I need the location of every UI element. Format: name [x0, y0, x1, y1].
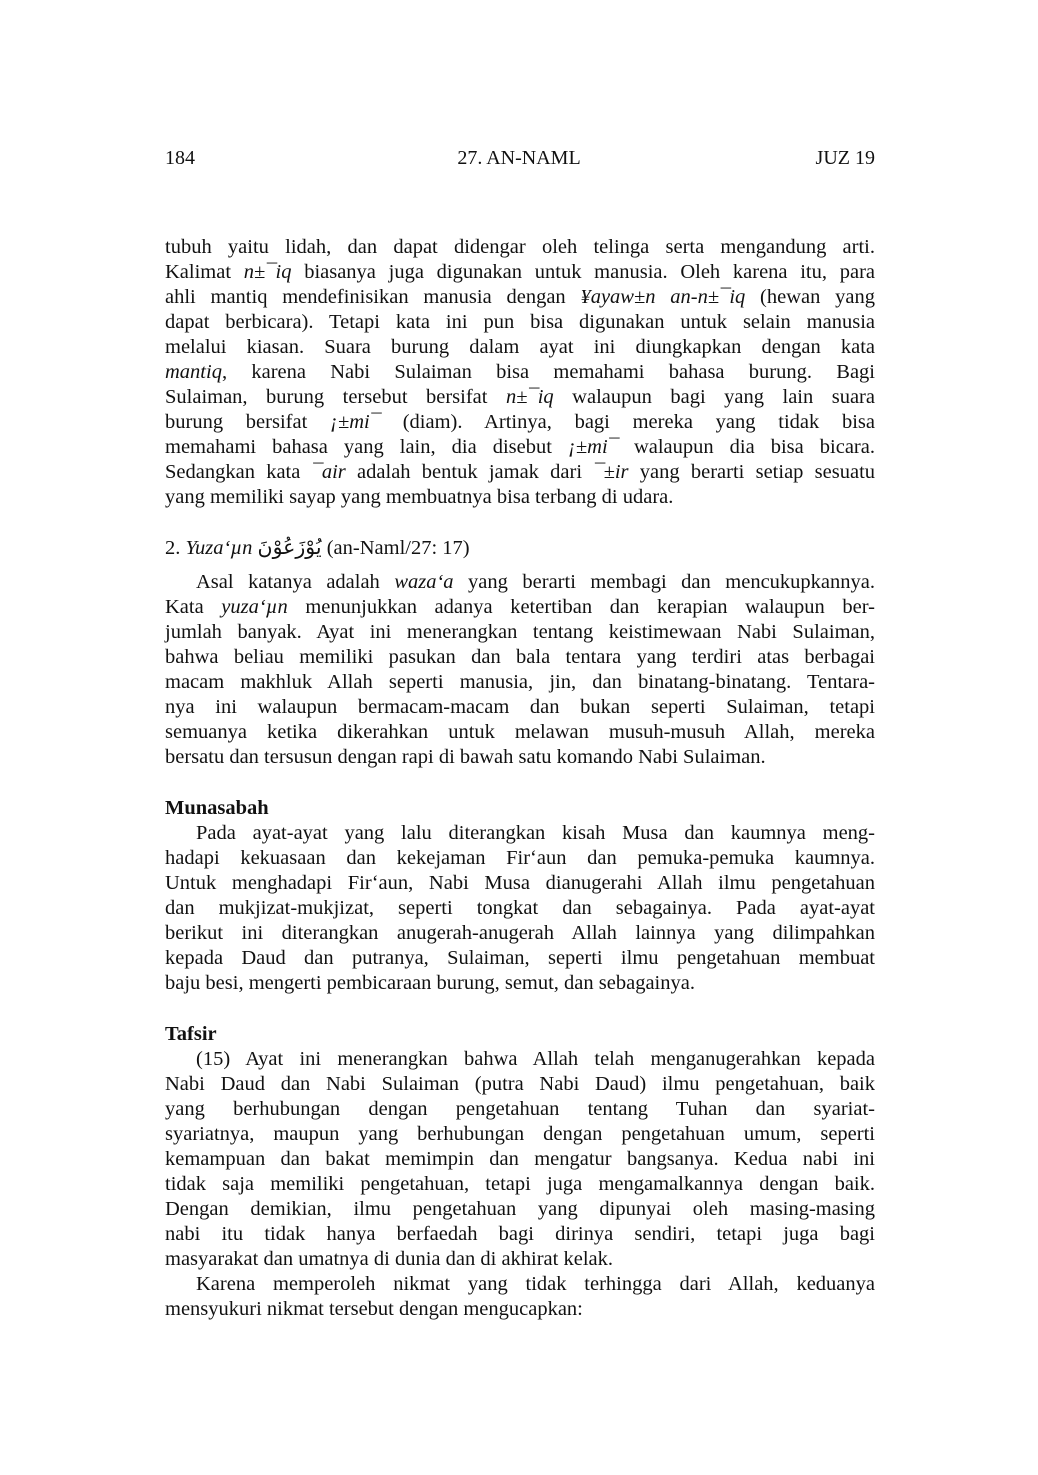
- text-segment: tidak saja memiliki pengetahuan, tetapi juga mengamalkannya dengan baik.: [165, 1173, 875, 1195]
- text-segment: masyarakat dan umatnya di dunia dan di akhirat kelak.: [165, 1248, 613, 1270]
- vocabulary-subheading: [165, 534, 875, 562]
- text-line: [165, 1047, 875, 1072]
- text-segment: , karena Nabi Sulaiman bisa memahami bahasa burung. Bagi: [221, 361, 875, 383]
- text-segment: Dengan demikian, ilmu pengetahuan yang dipunyai oleh masing-masing: [165, 1198, 875, 1220]
- text-line: [165, 285, 875, 310]
- text-segment: Karena memperoleh nikmat yang tidak terhingga dari Allah, keduanya: [196, 1273, 875, 1295]
- text-segment: hadapi kekuasaan dan kekejaman Fir‘aun dan pemuka-pemuka kaumnya.: [165, 847, 875, 869]
- text-segment: yang berarti setiap sesuatu: [628, 461, 876, 483]
- text-segment: Untuk menghadapi Fir‘aun, Nabi Musa dianugerahi Allah ilmu pengetahuan: [165, 872, 875, 894]
- italic-term: n±¯iq: [243, 261, 292, 283]
- text-segment: macam makhluk Allah seperti manusia, jin, dan binatang-binatang. Tentara-: [165, 671, 875, 693]
- italic-term: n±¯iq: [505, 386, 554, 408]
- text-line: [165, 971, 875, 996]
- text-line: [165, 570, 875, 595]
- text-line: [165, 921, 875, 946]
- text-segment: kepada Daud dan putranya, Sulaiman, seperti ilmu pengetahuan membuat: [165, 947, 875, 969]
- text-segment: semuanya ketika dikerahkan untuk melawan musuh-musuh Allah, mereka: [165, 721, 875, 743]
- text-segment: Nabi Daud dan Nabi Sulaiman (putra Nabi Daud) ilmu pengetahuan, baik: [165, 1073, 875, 1095]
- text-line: [165, 620, 875, 645]
- text-segment: yang memiliki sayap yang membuatnya bisa terbang di udara.: [165, 486, 674, 508]
- text-line: [165, 385, 875, 410]
- text-line: [165, 720, 875, 745]
- text-line: [165, 1297, 875, 1322]
- italic-term: waza‘a: [394, 571, 454, 593]
- paragraph-4: [165, 1047, 875, 1272]
- text-segment: berikut ini diterangkan anugerah-anugerah Allah lainnya yang dilimpahkan: [165, 922, 875, 944]
- text-segment: bersatu dan tersusun dengan rapi di bawah satu komando Nabi Sulaiman.: [165, 746, 766, 768]
- text-segment: nabi itu tidak hanya berfaedah bagi dirinya sendiri, tetapi juga bagi: [165, 1223, 875, 1245]
- text-line: [165, 1222, 875, 1247]
- text-line: [165, 260, 875, 285]
- text-line: [165, 1172, 875, 1197]
- text-line: [165, 235, 875, 260]
- text-segment: mensyukuri nikmat tersebut dengan mengucapkan:: [165, 1298, 583, 1320]
- text-segment: walaupun dia bisa bicara.: [617, 436, 875, 458]
- text-line: [165, 335, 875, 360]
- text-line: [165, 310, 875, 335]
- text-segment: syariatnya, maupun yang berhubungan dengan pengetahuan umum, seperti: [165, 1123, 875, 1145]
- text-segment: jumlah banyak. Ayat ini menerangkan tentang keistimewaan Nabi Sulaiman,: [165, 621, 875, 643]
- text-segment: Asal katanya adalah: [196, 571, 395, 593]
- text-line: [165, 695, 875, 720]
- text-line: [165, 1122, 875, 1147]
- paragraph-5: [165, 1272, 875, 1322]
- italic-term: ¡±mi¯: [567, 436, 618, 458]
- text-line: [165, 1072, 875, 1097]
- text-line: [165, 896, 875, 921]
- text-segment: tubuh yaitu lidah, dan dapat didengar oleh telinga serta mengandung arti.: [165, 236, 875, 258]
- paragraph-2: [165, 570, 875, 770]
- text-segment: burung bersifat: [165, 411, 331, 433]
- italic-term: ¯air: [311, 461, 346, 483]
- text-line: [165, 435, 875, 460]
- text-line: [165, 1097, 875, 1122]
- text-segment: yang berarti membagi dan mencukupkannya.: [453, 571, 875, 593]
- text-line: [165, 1247, 875, 1272]
- subheading-reference: (an-Naml/27: 17): [326, 537, 470, 559]
- text-line: [165, 670, 875, 695]
- heading-tafsir: Tafsir: [165, 1023, 217, 1045]
- text-line: [165, 946, 875, 971]
- text-line: [165, 1272, 875, 1297]
- text-segment: (diam). Artinya, bagi mereka yang tidak bisa: [380, 411, 875, 433]
- text-line: [165, 1197, 875, 1222]
- text-segment: baju besi, mengerti pembicaraan burung, semut, dan sebagainya.: [165, 972, 695, 994]
- heading-munasabah: Munasabah: [165, 797, 269, 819]
- text-line: [165, 410, 875, 435]
- text-segment: dan mukjizat-mukjizat, seperti tongkat dan sebagainya. Pada ayat-ayat: [165, 897, 875, 919]
- text-segment: yang berhubungan dengan pengetahuan tentang Tuhan dan syariat-: [165, 1098, 875, 1120]
- text-segment: adalah bentuk jamak dari: [345, 461, 594, 483]
- text-segment: melalui kiasan. Suara burung dalam ayat ini diungkapkan dengan kata: [165, 336, 875, 358]
- subheading-term: Yuza‘µn: [185, 537, 253, 559]
- text-line: [165, 745, 875, 770]
- text-line: [165, 846, 875, 871]
- text-segment: ahli mantiq mendefinisikan manusia dengan: [165, 286, 581, 308]
- text-line: [165, 821, 875, 846]
- paragraph-3: [165, 821, 875, 996]
- paragraph-1: [165, 235, 875, 510]
- text-line: [165, 595, 875, 620]
- text-segment: nya ini walaupun bermacam-macam dan bukan seperti Sulaiman, tetapi: [165, 696, 875, 718]
- text-segment: Kalimat: [165, 261, 244, 283]
- juz-label: JUZ 19: [815, 147, 875, 169]
- text-line: [165, 645, 875, 670]
- text-segment: Sulaiman, burung tersebut bersifat: [165, 386, 506, 408]
- italic-term: mantiq: [165, 361, 222, 383]
- page-number: 184: [165, 147, 195, 169]
- subheading-arabic: يُوْزَعُوْنَ: [257, 537, 322, 559]
- subheading-number: 2.: [165, 537, 181, 559]
- chapter-title: 27. AN-NAML: [457, 147, 581, 169]
- text-segment: kemampuan dan bakat memimpin dan mengatur bangsanya. Kedua nabi ini: [165, 1148, 875, 1170]
- text-segment: (15) Ayat ini menerangkan bahwa Allah telah menganugerahkan kepada: [196, 1048, 875, 1070]
- text-segment: menunjukkan adanya ketertiban dan kerapian walaupun ber-: [287, 596, 875, 618]
- italic-term: ¥ayaw±n an-n±¯iq: [580, 286, 746, 308]
- text-line: [165, 871, 875, 896]
- text-segment: (hewan yang: [745, 286, 876, 308]
- italic-term: ¯±ir: [593, 461, 629, 483]
- text-segment: bahwa beliau memiliki pasukan dan bala tentara yang terdiri atas berbagai: [165, 646, 875, 668]
- text-segment: Sedangkan kata: [165, 461, 312, 483]
- italic-term: ¡±mi¯: [330, 411, 380, 433]
- text-segment: Kata: [165, 596, 222, 618]
- text-segment: biasanya juga digunakan untuk manusia. Oleh karena itu, para: [291, 261, 875, 283]
- text-segment: walaupun bagi yang lain suara: [553, 386, 875, 408]
- text-segment: memahami bahasa yang lain, dia disebut: [165, 436, 568, 458]
- text-line: [165, 1147, 875, 1172]
- text-line: [165, 360, 875, 385]
- text-segment: dapat berbicara). Tetapi kata ini pun bisa digunakan untuk selain manusia: [165, 311, 875, 333]
- text-line: [165, 485, 875, 510]
- text-segment: Pada ayat-ayat yang lalu diterangkan kisah Musa dan kaumnya meng-: [196, 822, 875, 844]
- italic-term: yuza‘µn: [221, 596, 288, 618]
- text-line: [165, 460, 875, 485]
